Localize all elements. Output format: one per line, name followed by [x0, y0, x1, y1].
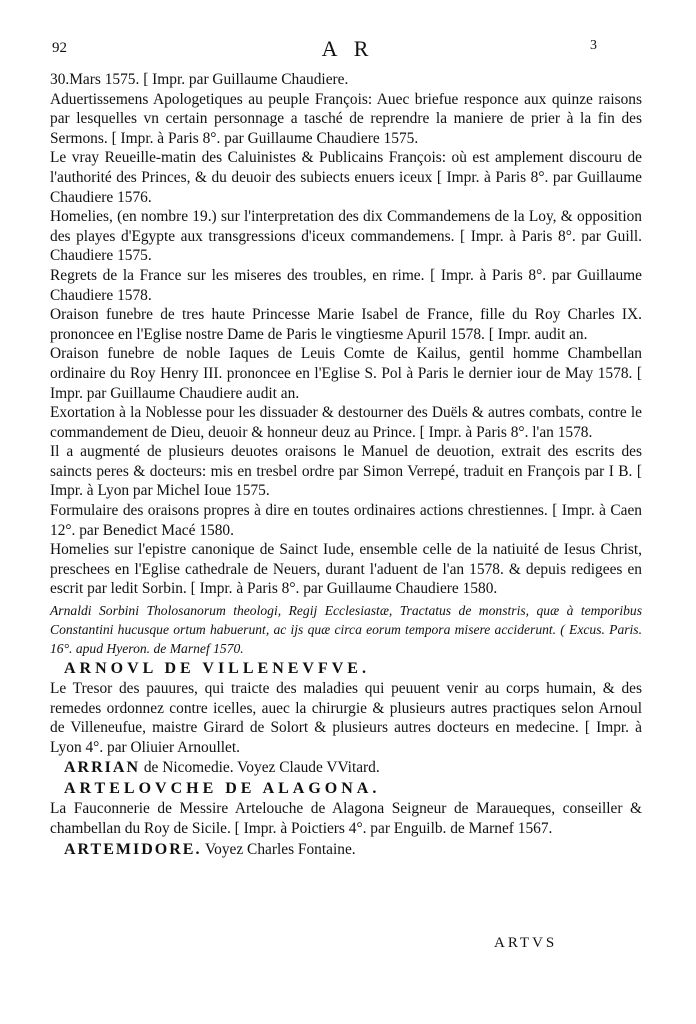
corner-mark: 3: [590, 38, 597, 53]
bibliography-entry: Exortation à la Noblesse pour les dissuader & destourner des Duëls & autres combats, contre le commandement de Dieu, deuoir & honneur deuz au Prince. [ Impr. à Paris 8°. l'an 1578.: [50, 404, 642, 441]
bibliography-entry: Homelies, (en nombre 19.) sur l'interpretation des dix Commandemens de la Loy, & opposition des playes d'Egypte aux transgressions d'iceux commandemens. [ Impr. à Paris 8°. par Guill. Chaudiere 1575.: [50, 208, 642, 265]
author-heading-artelouche: ARTELOVCHE DE ALAGONA.: [64, 780, 381, 798]
bibliography-entry: 30.Mars 1575. [ Impr. par Guillaume Chaudiere.: [50, 71, 349, 88]
bibliography-entry: Oraison funebre de noble Iaques de Leuis Comte de Kailus, gentil homme Chambellan ordinaire du Roy Henry III. prononcee en l'Eglise S. Pol à Paris le dernier iour de May 1578. [ Impr. par Guillaume Chaudiere audit an.: [50, 345, 642, 402]
bibliography-entry: Le vray Reueille-matin des Caluinistes & Publicains François: où est amplement discouru de l'authorité des Princes, & du deuoir des subiects enuers iceux [ Impr. à Paris 8°. par Guillaume Chaudiere 1576.: [50, 149, 642, 206]
bibliography-entry: Le Tresor des pauures, qui traicte des maladies qui peuuent venir au corps humain, & des remedes ordonnez contre icelles, auec la chirurgie & plusieurs autres practiques selon Arnoul de Villeneufue, maistre Girard de Solort & plusieurs autres docteurs en medecine. [ Impr. à Lyon 4°. par Oliuier Arnoullet.: [50, 680, 642, 756]
author-heading-artemidore: ARTEMIDORE.: [64, 840, 202, 858]
bibliography-entry: Aduertissemens Apologetiques au peuple François: Auec briefue responce aux quinze raisons par lesquelles vn certain personnage a tasché de reprendre la maniere de prier à la fin des Sermons. [ Impr. à Paris 8°. par Guillaume Chaudiere 1575.: [50, 90, 642, 147]
bibliography-entry: La Fauconnerie de Messire Artelouche de Alagona Seigneur de Maraueques, conseiller & chambellan du Roy de Sicile. [ Impr. à Poictiers 4°. par Enguilb. de Marnef 1567.: [50, 800, 642, 837]
cross-reference: Voyez Charles Fontaine.: [205, 840, 356, 858]
bibliography-entry: Regrets de la France sur les miseres des troubles, en rime. [ Impr. à Paris 8°. par Guillaume Chaudiere 1578.: [50, 266, 642, 304]
author-heading-arrian: ARRIAN: [64, 759, 140, 777]
page-header: [0, 36, 696, 64]
latin-entry: Arnaldi Sorbini Tholosanorum theologi, Regij Ecclesiastæ, Tractatus de monstris, quæ à temporibus Constantini hucusque ortum habuerunt, ac ijs quæ circa eorum tempora misere acciderunt. ( Excus. Paris. 16°. apud Hyeron. de Marnef 1570.: [50, 603, 642, 657]
author-heading-arnoul: ARNOVL DE VILLENEVFVE.: [64, 660, 370, 678]
cross-reference: de Nicomedie. Voyez Claude VVitard.: [143, 759, 380, 777]
page-number: 92: [52, 40, 67, 56]
bibliography-entry: Il a augmenté de plusieurs deuotes oraisons le Manuel de deuotion, extrait des escrits des saincts peres & docteurs: mis en tresbel ordre par Simon Verrepé, traduit en François par I B. [ Impr. à Lyon par Michel Ioue 1575.: [50, 443, 642, 500]
bibliography-entry: Formulaire des oraisons propres à dire en toutes ordinaires actions chrestiennes. [ Impr. à Caen 12°. par Benedict Macé 1580.: [50, 502, 642, 539]
author-line-arrian: [50, 757, 642, 778]
running-head: A R: [321, 36, 375, 61]
page-body: [50, 70, 642, 860]
catchword: ARTVS: [494, 935, 558, 951]
bibliography-entry: Oraison funebre de tres haute Princesse Marie Isabel de France, fille du Roy Charles IX. prononcee en l'Eglise nostre Dame de Paris le vingtiesme Apuril 1578. [ Impr. audit an.: [50, 306, 642, 343]
bibliography-entry: Homelies sur l'epistre canonique de Sainct Iude, ensemble celle de la natiuité de Iesus Christ, preschees en l'Eglise cathedrale de Neuers, durant l'aduent de l'an 1578. & depuis redigees en escrit par ledit Sorbin. [ Impr. à Paris 8°. par Guillaume Chaudiere 1580.: [50, 541, 642, 598]
author-line-artemidore: [50, 839, 642, 860]
